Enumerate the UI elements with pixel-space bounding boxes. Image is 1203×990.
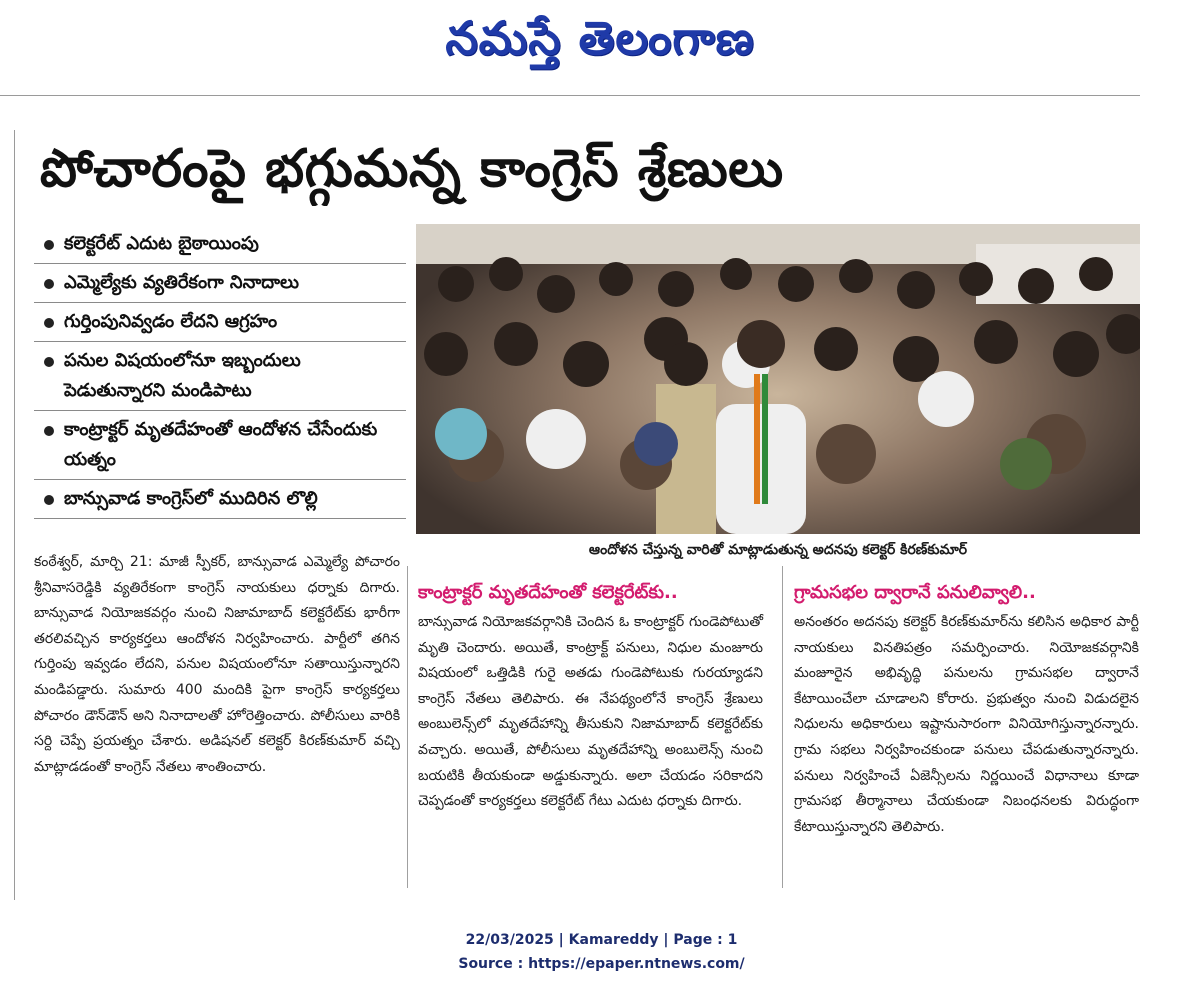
bullet-item bbox=[34, 411, 406, 480]
bullet-text: గుర్తింపునివ్వడం లేదని ఆగ్రహం bbox=[64, 311, 278, 332]
column-divider bbox=[782, 566, 783, 888]
masthead bbox=[0, 0, 1203, 78]
news-photo bbox=[416, 224, 1140, 534]
bullet-item bbox=[34, 225, 406, 264]
newspaper-logo: నమస్తే తెలంగాణ bbox=[445, 11, 755, 65]
bullet-item bbox=[34, 342, 406, 411]
article-headline: పోచారంపై భగ్గుమన్న కాంగ్రెస్ శ్రేణులు bbox=[40, 139, 784, 199]
bullet-text: పనుల విషయంలోనూ ఇబ్బందులు పెడుతున్నారని మండిపాటు bbox=[64, 350, 301, 401]
edition-info: 22/03/2025 | Kamareddy | Page : 1 bbox=[465, 932, 738, 948]
bullet-dot-icon bbox=[44, 279, 54, 289]
column-divider bbox=[407, 566, 408, 888]
article-column-3: అనంతరం అదనపు కలెక్టర్ కిరణ్‌కుమార్‌ను కలిసిన అధికార పార్టీ నాయకులు వినతిపత్రం సమర్పించారు. నియోజకవర్గానికి మంజూరైన అభివృద్ధి పనులను గ్రామసభల ద్వారానే కేటాయించేలా చూడాలని కోరారు. ప్రభుత్వం నుంచి విడుదలైన నిధులను అధికారులు ఇష్టానుసారంగా వినియోగిస్తున్నారన్నారు. గ్రామ సభలు నిర్వహించకుండా పనులు చేపడుతున్నారన్నారు. పనులు నిర్వహించే ఏజెన్సీలను నిర్ణయించే విధానాలు కూడా గ్రామసభ తీర్మానాలు చేయకుండా నిబంధనలకు విరుద్ధంగా కేటాయిస్తున్నారని తెలిపారు. bbox=[794, 614, 1139, 835]
bullet-text: ఎమ్మెల్యేకు వ్యతిరేకంగా నినాదాలు bbox=[64, 272, 299, 293]
source-url: Source : https://epaper.ntnews.com/ bbox=[458, 956, 745, 972]
left-divider bbox=[14, 130, 15, 900]
bullet-text: కాంట్రాక్టర్ మృతదేహంతో ఆందోళన చేసేందుకు యత్నం bbox=[64, 419, 378, 470]
bullet-text: బాన్సువాడ కాంగ్రెస్‌లో ముదిరిన లొల్లి bbox=[64, 488, 318, 509]
bullet-dot-icon bbox=[44, 318, 54, 328]
page-footer bbox=[0, 928, 1203, 976]
photo-caption: ఆందోళన చేస్తున్న వారితో మాట్లాడుతున్న అదనపు కలెక్టర్ కిరణ్‌కుమార్ bbox=[588, 542, 968, 558]
subheading-grama-sabha: గ్రామసభల ద్వారానే పనులివ్వాలి.. bbox=[794, 582, 1036, 603]
bullet-item bbox=[34, 264, 406, 303]
bullet-item bbox=[34, 303, 406, 342]
highlight-bullets bbox=[34, 225, 406, 519]
bullet-dot-icon bbox=[44, 426, 54, 436]
bullet-dot-icon bbox=[44, 240, 54, 250]
article-column-2: బాన్సువాడ నియోజకవర్గానికి చెందిన ఓ కాంట్రాక్టర్ గుండెపోటుతో మృతి చెందారు. అయితే, కాంట్రాక్ట్ పనులు, నిధుల మంజూరు విషయంలో ఒత్తిడికి గురై అతడు గుండెపోటుకు గురయ్యాడని కాంగ్రెస్ నేతలు తెలిపారు. ఈ నేపథ్యంలోనే కాంగ్రెస్ శ్రేణులు అంబులెన్స్‌లో మృతదేహాన్ని తీసుకుని నిజామాబాద్ కలెక్టరేట్‌కు వచ్చారు. అయితే, పోలీసులు మృతదేహాన్ని అంబులెన్స్ నుంచి బయటికి తీయకుండా అడ్డుకున్నారు. అలా చేయడం సరికాదని చెప్పడంతో కార్యకర్తలు కలెక్టరేట్ గేటు ఎదుట ధర్నాకు దిగారు. bbox=[418, 614, 763, 810]
top-divider bbox=[0, 95, 1140, 96]
bullet-item bbox=[34, 480, 406, 519]
bullet-text: కలెక్టరేట్ ఎదుట బైఠాయింపు bbox=[64, 233, 259, 254]
bullet-dot-icon bbox=[44, 495, 54, 505]
crowd-photo-illustration bbox=[416, 224, 1140, 534]
bullet-dot-icon bbox=[44, 357, 54, 367]
subheading-contractor: కాంట్రాక్టర్ మృతదేహంతో కలెక్టరేట్‌కు.. bbox=[418, 582, 678, 603]
article-column-1: కంఠేశ్వర్, మార్చి 21: మాజీ స్పీకర్, బాన్సువాడ ఎమ్మెల్యే పోచారం శ్రీనివాసరెడ్డికి వ్యతిరేకంగా కాంగ్రెస్ నాయకులు ధర్నాకు దిగారు. బాన్సువాడ నియోజకవర్గం నుంచి నిజామాబాద్ కలెక్టరేట్‌కు భారీగా తరలివచ్చిన కార్యకర్తలు ఆందోళన నిర్వహించారు. పార్టీలో తగిన గుర్తింపు ఇవ్వడం లేదని, పనుల విషయంలోనూ సతాయిస్తున్నారని మండిపడ్డారు. సుమారు 400 మందికి పైగా కాంగ్రెస్ కార్యకర్తలు పోచారం డౌన్‌డౌన్ అని నినాదాలతో హోరెత్తించారు. పోలీసులు వారికి సర్ది చెప్పే ప్రయత్నం చేశారు. అడిషనల్ కలెక్టర్ కిరణ్‌కుమార్ వచ్చి మాట్లాడడంతో కాంగ్రెస్ నేతలు శాంతించారు. bbox=[34, 554, 400, 775]
